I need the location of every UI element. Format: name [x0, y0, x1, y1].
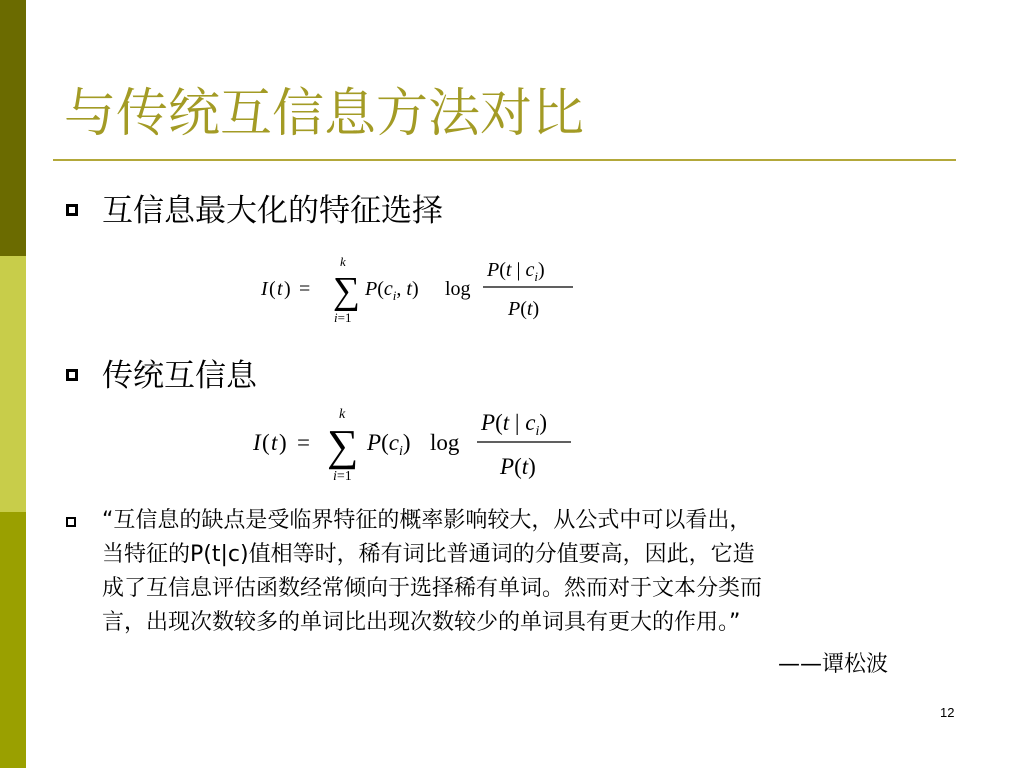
formula-2-sum-upper: k [339, 407, 346, 422]
svg-text:): ) [284, 278, 291, 300]
svg-text:): ) [279, 430, 287, 455]
sidebar-light-band [0, 256, 26, 512]
bullet-square-icon [66, 204, 78, 216]
quote-author: ——谭松波 [778, 652, 889, 677]
svg-text:(: ( [269, 278, 276, 300]
formula-traditional-mutual-information [245, 402, 585, 492]
formula-1-sum-lower: i=1 [334, 310, 352, 325]
bullet-square-icon [66, 369, 78, 381]
formula-1-numerator: P(t | $c_i$) [487, 259, 545, 284]
quote-formula-inline: P(t|c) [190, 542, 249, 567]
formula-2-denominator: P(t) [500, 454, 536, 479]
formula-1-sum-upper: k [340, 254, 346, 269]
bullet-2-text: 传统互信息 [102, 358, 257, 394]
formula-2-numerator: P(t | $c_i$) [481, 410, 548, 439]
quote-line-2: 当特征的P(t|c)值相等时，稀有词比普通词的分值要高，因此，它造 [102, 542, 755, 567]
formula-1-sum-sign: ∑ [333, 270, 361, 312]
formula-1-log: log [445, 278, 471, 300]
svg-text:t: t [277, 278, 283, 300]
bullet-square-icon [66, 517, 76, 527]
formula-mutual-information-max [255, 250, 585, 330]
formula-1-lhs: I [261, 278, 268, 300]
sidebar-olive-band [0, 512, 26, 768]
svg-text:t: t [271, 430, 278, 455]
svg-text:=: = [299, 278, 311, 300]
formula-1-denominator: P(t) [508, 298, 540, 320]
sidebar-dark-band [0, 0, 26, 256]
title-divider [53, 159, 956, 161]
formula-2-lhs: I [253, 430, 261, 455]
svg-text:(: ( [262, 430, 270, 455]
bullet-1-text: 互信息最大化的特征选择 [102, 193, 443, 229]
quote-line-4: 言，出现次数较多的单词比出现次数较少的单词具有更大的作用。” [102, 610, 741, 635]
formula-2-log: log [430, 430, 460, 455]
page-number: 12 [940, 705, 955, 720]
quote-line-1: “互信息的缺点是受临界特征的概率影响较大，从公式中可以看出， [102, 508, 752, 533]
quote-block [102, 504, 952, 640]
formula-2-term: $P(c_i)$ [367, 430, 411, 459]
quote-line-3: 成了互信息评估函数经常倾向于选择稀有单词。然而对于文本分类而 [102, 576, 763, 601]
formula-2-sum-lower: i=1 [333, 469, 352, 484]
formula-1-term: $P(c_i$, t) [365, 278, 419, 303]
formula-2-sum-sign: ∑ [327, 421, 359, 470]
svg-text:=: = [297, 430, 310, 455]
slide-title: 与传统互信息方法对比 [64, 84, 585, 144]
